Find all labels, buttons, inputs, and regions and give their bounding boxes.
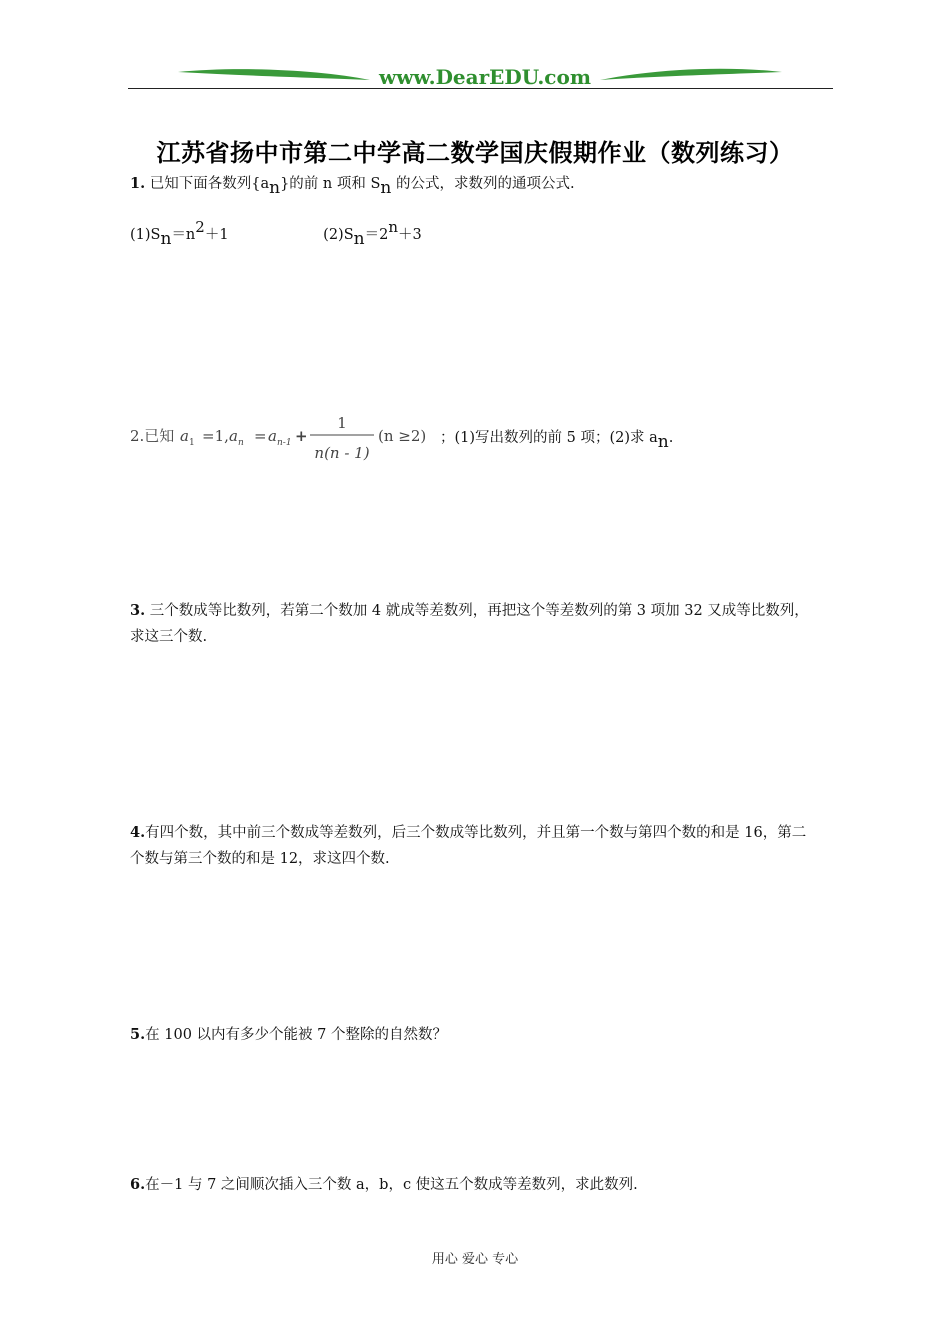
formula-a1: a: [180, 427, 189, 445]
formula-eq2: =: [254, 427, 267, 445]
question-4: 4.有四个数，其中前三个数成等差数列，后三个数成等比数列，并且第一个数与第四个数的和是 16，第二个数与第三个数的和是 12，求这四个数.: [130, 824, 807, 867]
formula-denominator: n(n - 1): [314, 444, 370, 462]
question-1: 1. 已知下面各数列{an}的前 n 项和 Sn 的公式，求数列的通项公式.: [130, 175, 575, 198]
formula-numerator: 1: [337, 414, 347, 432]
logo-text: www.DearEDU.com: [378, 65, 592, 89]
question-number: 4.: [130, 824, 146, 841]
formula-an1: a: [268, 427, 277, 445]
formula-a1-sub: 1: [189, 438, 195, 448]
question-number: 3.: [130, 602, 146, 619]
formula-an-sub: n: [238, 438, 244, 448]
question-3: 3. 三个数成等比数列，若第二个数加 4 就成等差数列，再把这个等差数列的第 3 项加 32 又成等比数列，求这三个数.: [130, 602, 809, 645]
question-number: 5.: [130, 1026, 146, 1043]
question-1-part-1: (1)Sn＝n2＋1: [130, 218, 229, 249]
formula-an1-sub: n-1: [277, 438, 292, 448]
question-1-part-2: (2)Sn＝2n＋3: [323, 218, 422, 249]
logo-right-swoosh: [600, 69, 782, 80]
formula-prefix: 2.已知: [130, 427, 175, 445]
question-number: 6.: [130, 1176, 146, 1193]
question-5: 5.在 100 以内有多少个能被 7 个整除的自然数？: [130, 1026, 447, 1043]
document-title: 江苏省扬中市第二中学高二数学国庆假期作业（数列练习）: [156, 139, 794, 167]
formula-condition: (n ≥2): [378, 427, 427, 445]
question-1-parts: [130, 214, 810, 252]
question-2: 2.已知 a 1 =1, a n = a n-1 + 1 n(n - 1) (n ≥2) ；(1)写出数列的前 5 项；(2)求 an.: [130, 408, 830, 468]
formula-eq1: =1,: [202, 427, 229, 445]
logo-left-swoosh: [178, 69, 370, 80]
question-number: 1.: [130, 175, 146, 192]
formula-an: a: [229, 427, 238, 445]
question-6: 6.在－1 与 7 之间顺次插入三个数 a，b，c 使这五个数成等差数列，求此数列.: [130, 1176, 638, 1193]
formula-plus: +: [295, 427, 308, 445]
header-rule: [128, 88, 833, 89]
page-footer: 用心 爱心 专心: [431, 1252, 519, 1267]
recurrence-formula: [130, 408, 440, 468]
